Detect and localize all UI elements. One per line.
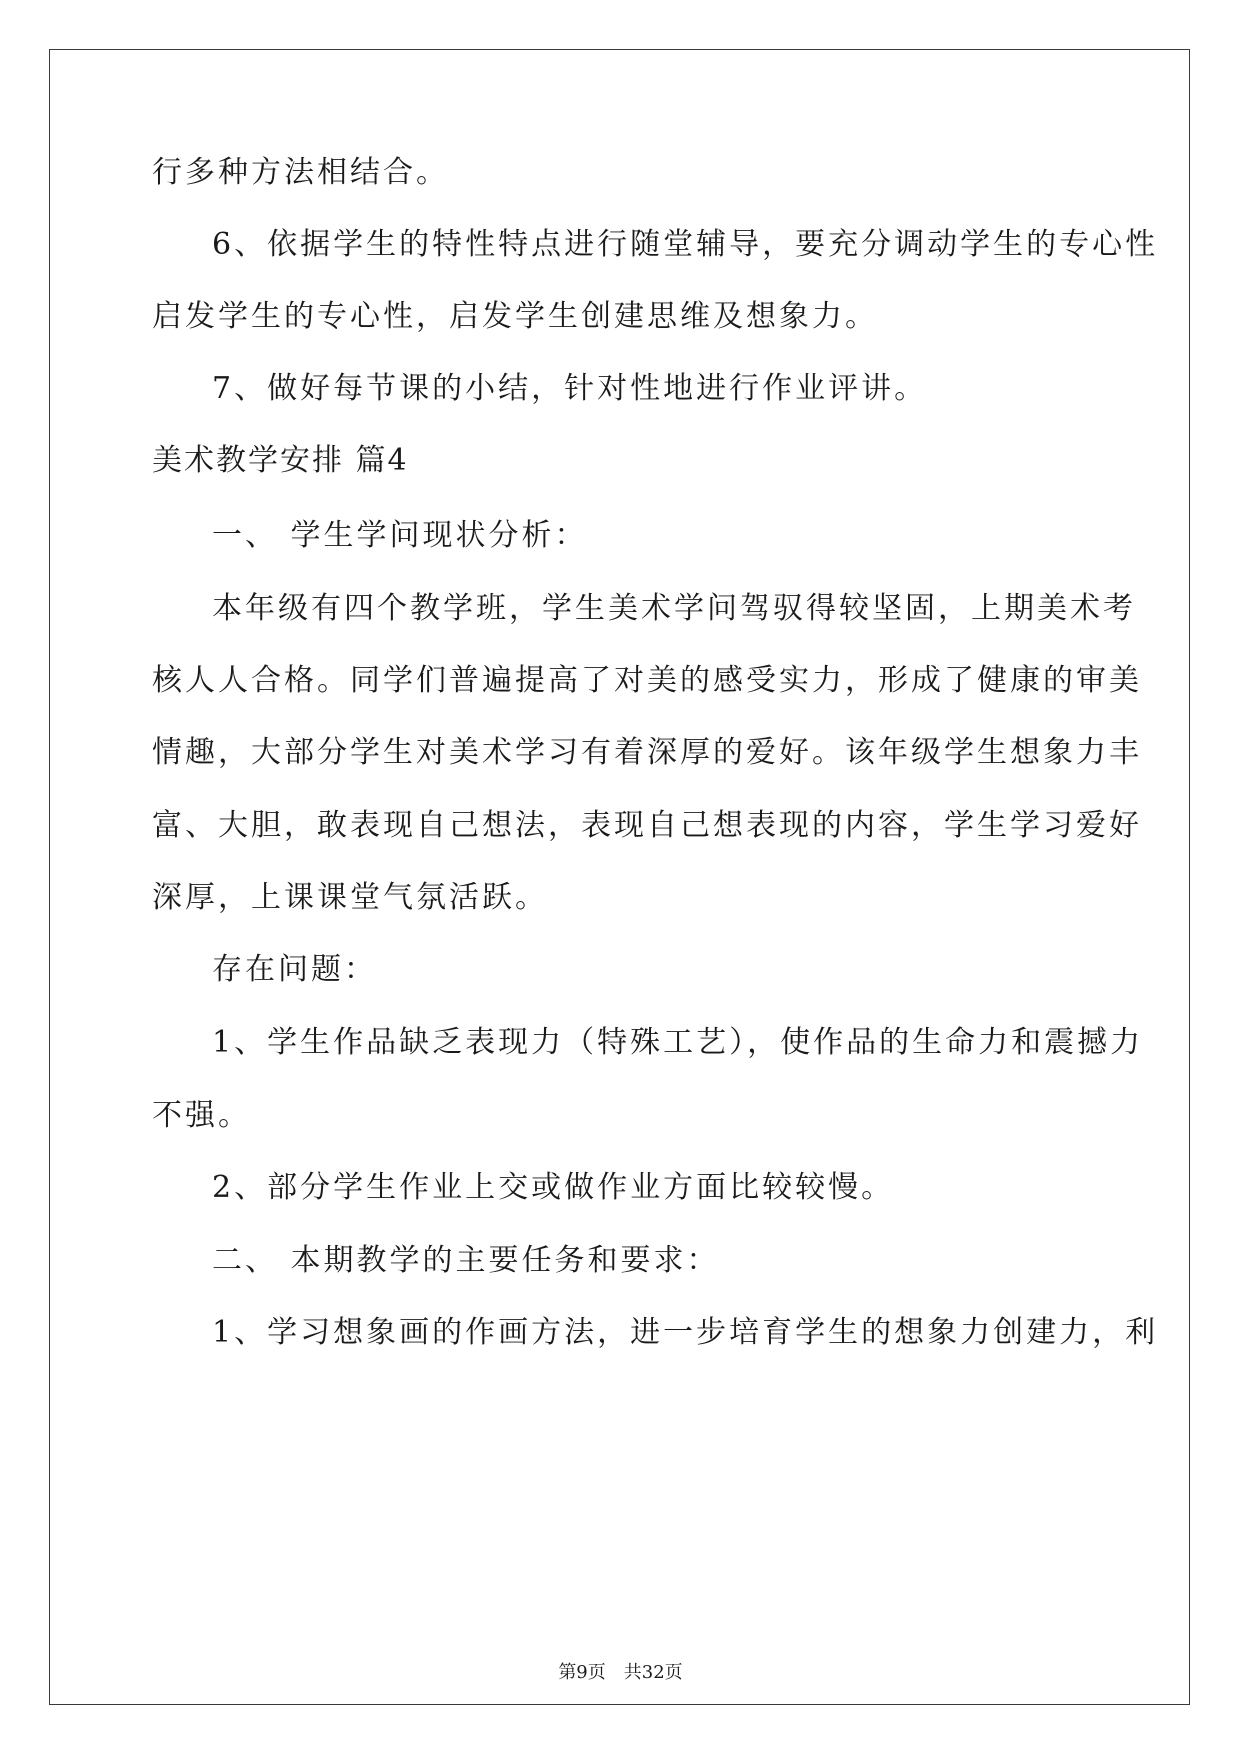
page-footer — [0, 1661, 1241, 1685]
paragraph-line: 本年级有四个教学班，学生美术学问驾驭得较坚固，上期美术考 — [212, 591, 1136, 626]
paragraph-line: 启发学生的专心性，启发学生创建思维及想象力。 — [152, 299, 878, 334]
paragraph-line: 1、学生作品缺乏表现力（特殊工艺），使作品的生命力和震撼力 — [212, 1025, 1144, 1060]
page-border — [49, 49, 1190, 1705]
paragraph-line: 情趣，大部分学生对美术学习有着深厚的爱好。该年级学生想象力丰 — [152, 735, 1142, 770]
paragraph-line: 不强。 — [152, 1098, 251, 1133]
paragraph-line: 行多种方法相结合。 — [152, 155, 449, 190]
paragraph-line: 存在问题： — [212, 952, 377, 987]
page-number: 第9页 — [558, 1662, 606, 1683]
paragraph-line: 核人人合格。同学们普遍提高了对美的感受实力，形成了健康的审美 — [152, 663, 1142, 698]
subsection-heading: 一、 学生学问现状分析： — [212, 518, 588, 553]
paragraph-line: 2、部分学生作业上交或做作业方面比较较慢。 — [212, 1170, 895, 1205]
paragraph-line: 富、大胆，敢表现自己想法，表现自己想表现的内容，学生学习爱好 — [152, 808, 1142, 843]
section-heading: 美术教学安排 篇4 — [152, 443, 409, 478]
paragraph-line: 6、依据学生的特性特点进行随堂辅导，要充分调动学生的专心性 — [212, 227, 1159, 262]
subsection-heading: 二、 本期教学的主要任务和要求： — [212, 1243, 720, 1278]
paragraph-line: 深厚，上课课堂气氛活跃。 — [152, 880, 548, 915]
paragraph-line: 1、学习想象画的作画方法，进一步培育学生的想象力创建力，利 — [212, 1315, 1159, 1350]
paragraph-line: 7、做好每节课的小结，针对性地进行作业评讲。 — [212, 371, 928, 406]
page-total: 共32页 — [623, 1662, 683, 1683]
